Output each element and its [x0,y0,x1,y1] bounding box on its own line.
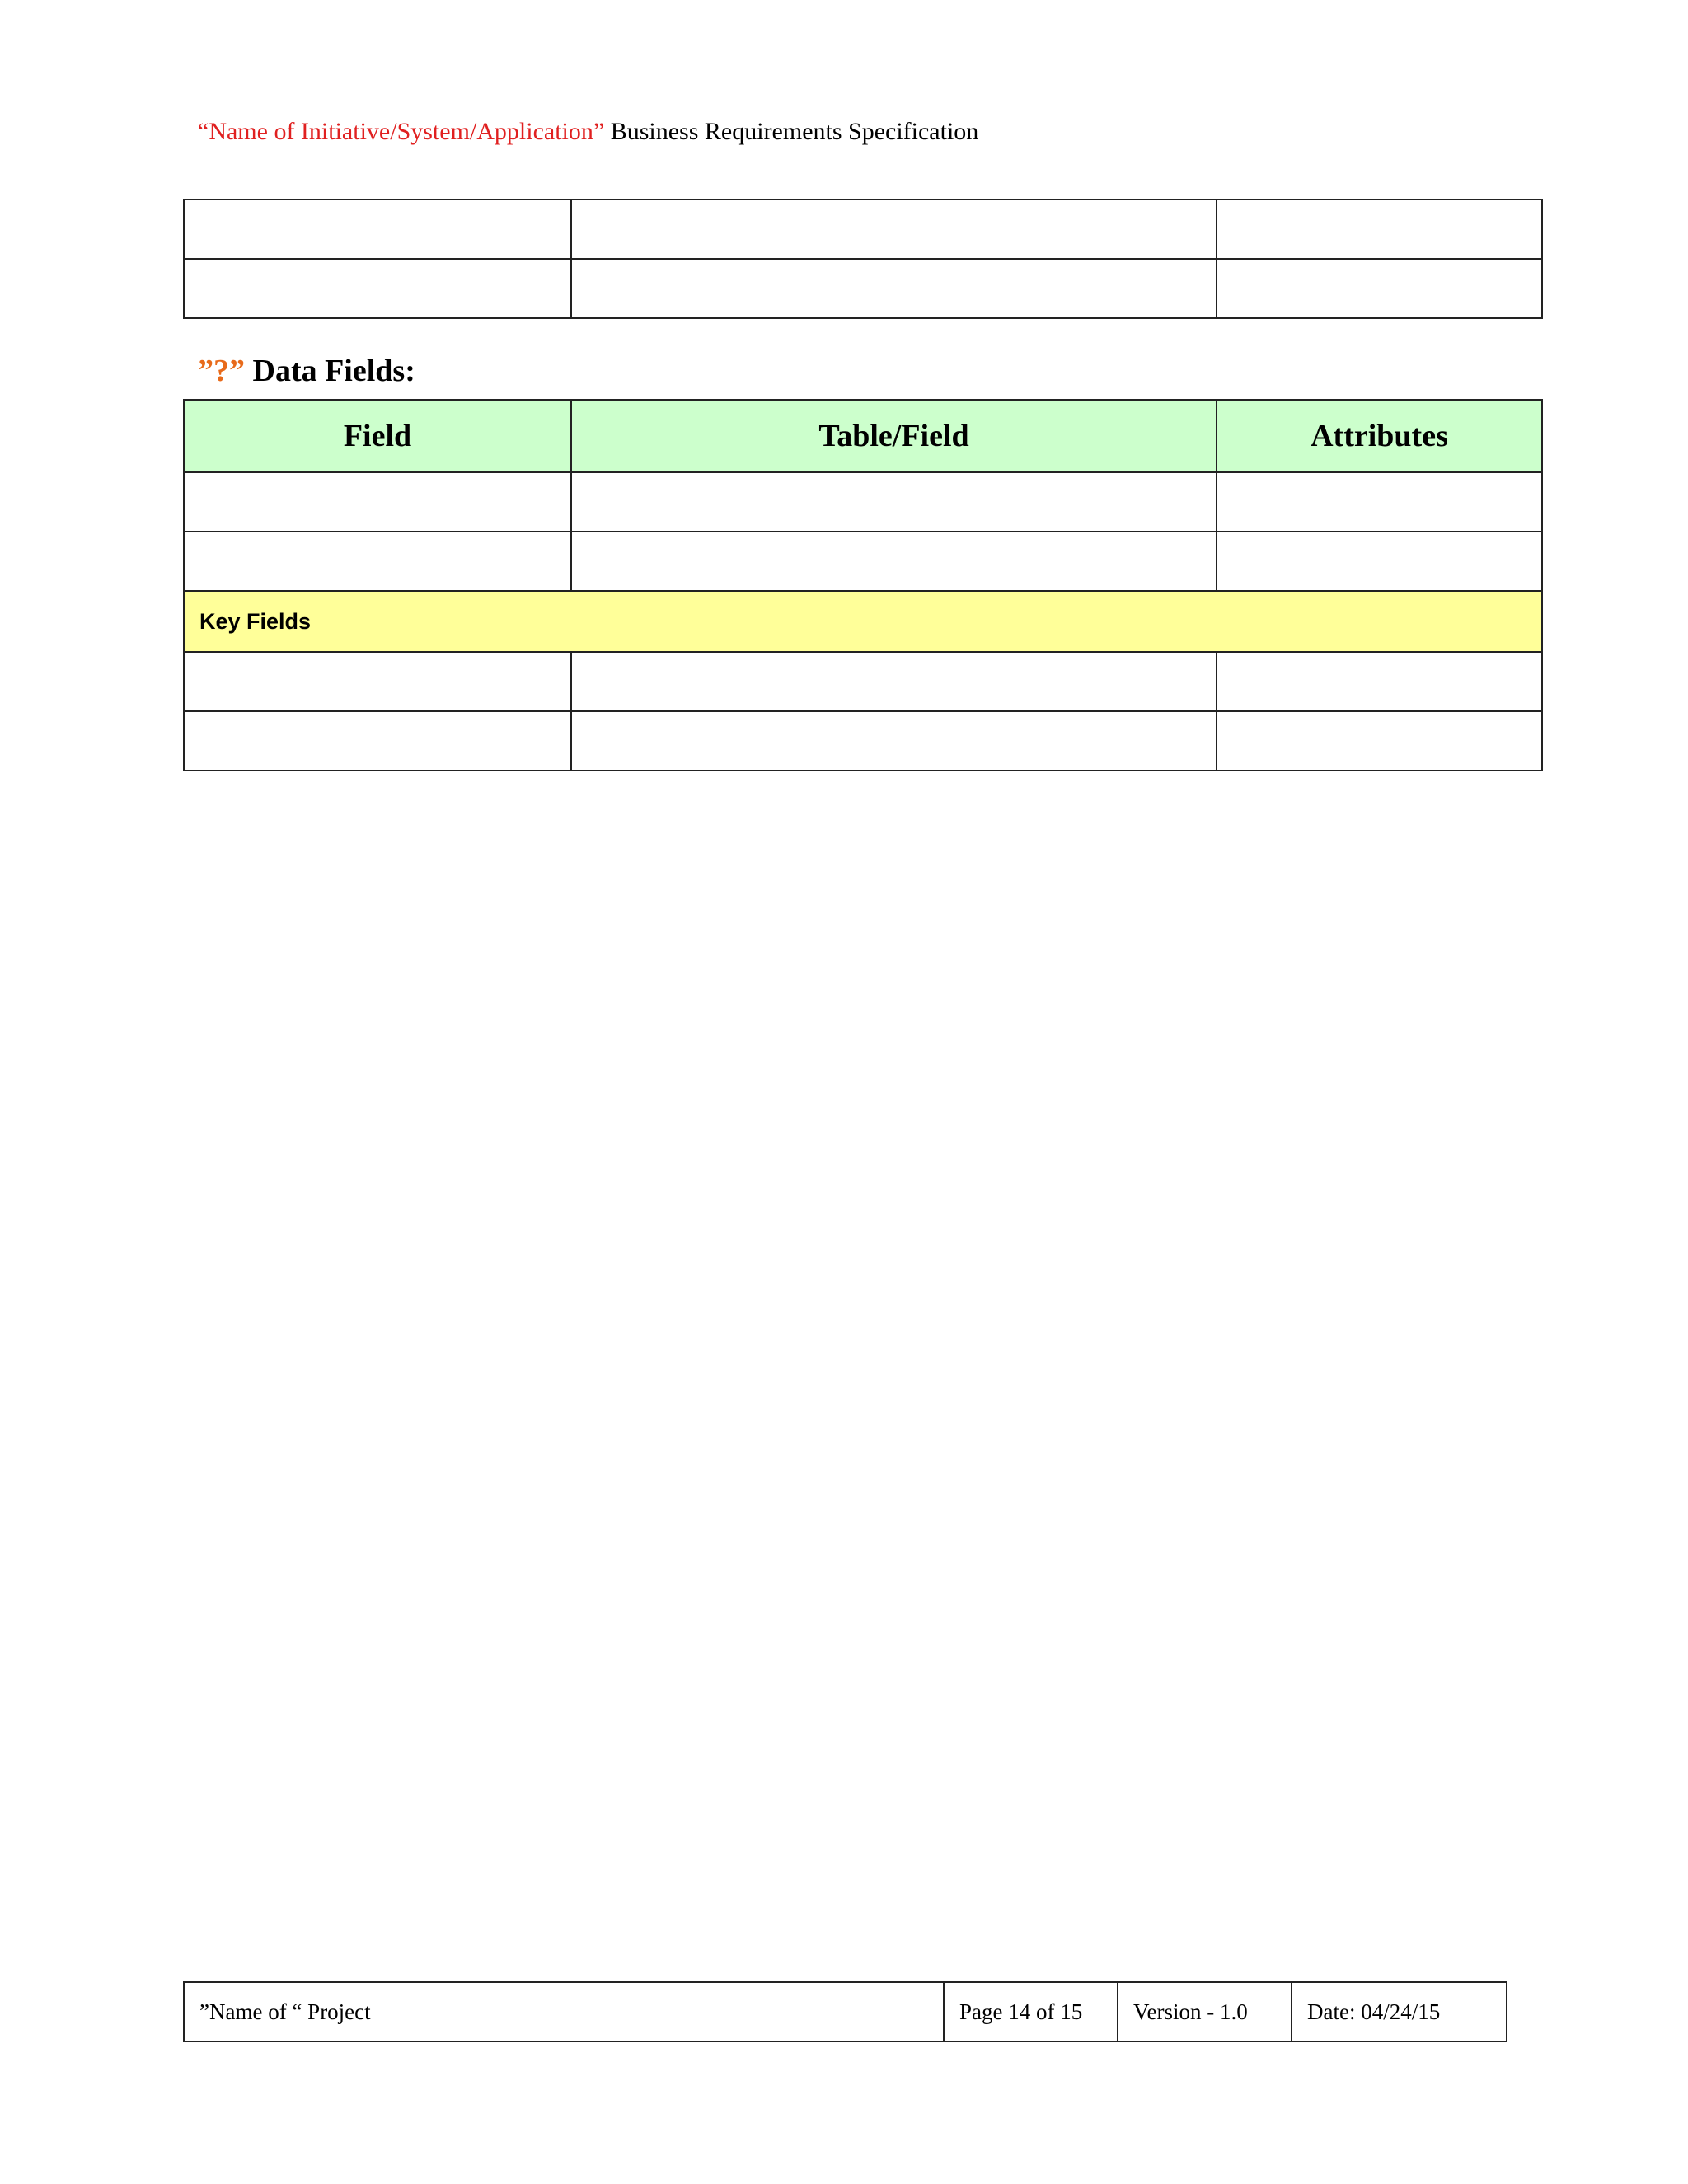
footer-project-name: ”Name of “ Project [184,1982,944,2041]
footer-row [184,1982,1507,2041]
table-cell [184,532,571,591]
table-row [184,711,1542,771]
table-row [184,259,1542,318]
table-cell [571,532,1217,591]
footer-version: Version - 1.0 [1118,1982,1292,2041]
section-title-text: Data Fields: [245,354,415,388]
table-cell [571,199,1217,259]
key-fields-row [184,591,1542,652]
table-cell [1217,259,1542,318]
table-cell [1217,532,1542,591]
table-cell [1217,199,1542,259]
key-fields-label: Key Fields [184,591,1542,652]
table-row [184,472,1542,532]
page-footer [183,1981,1507,2042]
data-fields-table [183,399,1543,771]
footer-page-number: Page 14 of 15 [944,1982,1118,2041]
table-cell [184,259,571,318]
data-fields-heading [198,350,415,391]
table-cell [184,711,571,771]
table-header-row [184,400,1542,472]
table-cell [1217,472,1542,532]
table-cell [184,199,571,259]
table-cell [1217,711,1542,771]
top-table [183,199,1543,319]
table-cell [184,652,571,711]
table-row [184,532,1542,591]
section-marker: ”?” [198,354,245,388]
initiative-name-placeholder: “Name of Initiative/System/Application” [198,118,605,145]
table-row [184,199,1542,259]
table-cell [571,652,1217,711]
document-title: Business Requirements Specification [604,118,979,145]
table-cell [1217,652,1542,711]
table-cell [571,472,1217,532]
column-header-field: Field [184,400,571,472]
column-header-attributes: Attributes [1217,400,1542,472]
table-cell [184,472,571,532]
page-header [198,115,978,148]
table-cell [571,711,1217,771]
table-cell [571,259,1217,318]
column-header-table-field: Table/Field [571,400,1217,472]
footer-date: Date: 04/24/15 [1292,1982,1507,2041]
table-row [184,652,1542,711]
